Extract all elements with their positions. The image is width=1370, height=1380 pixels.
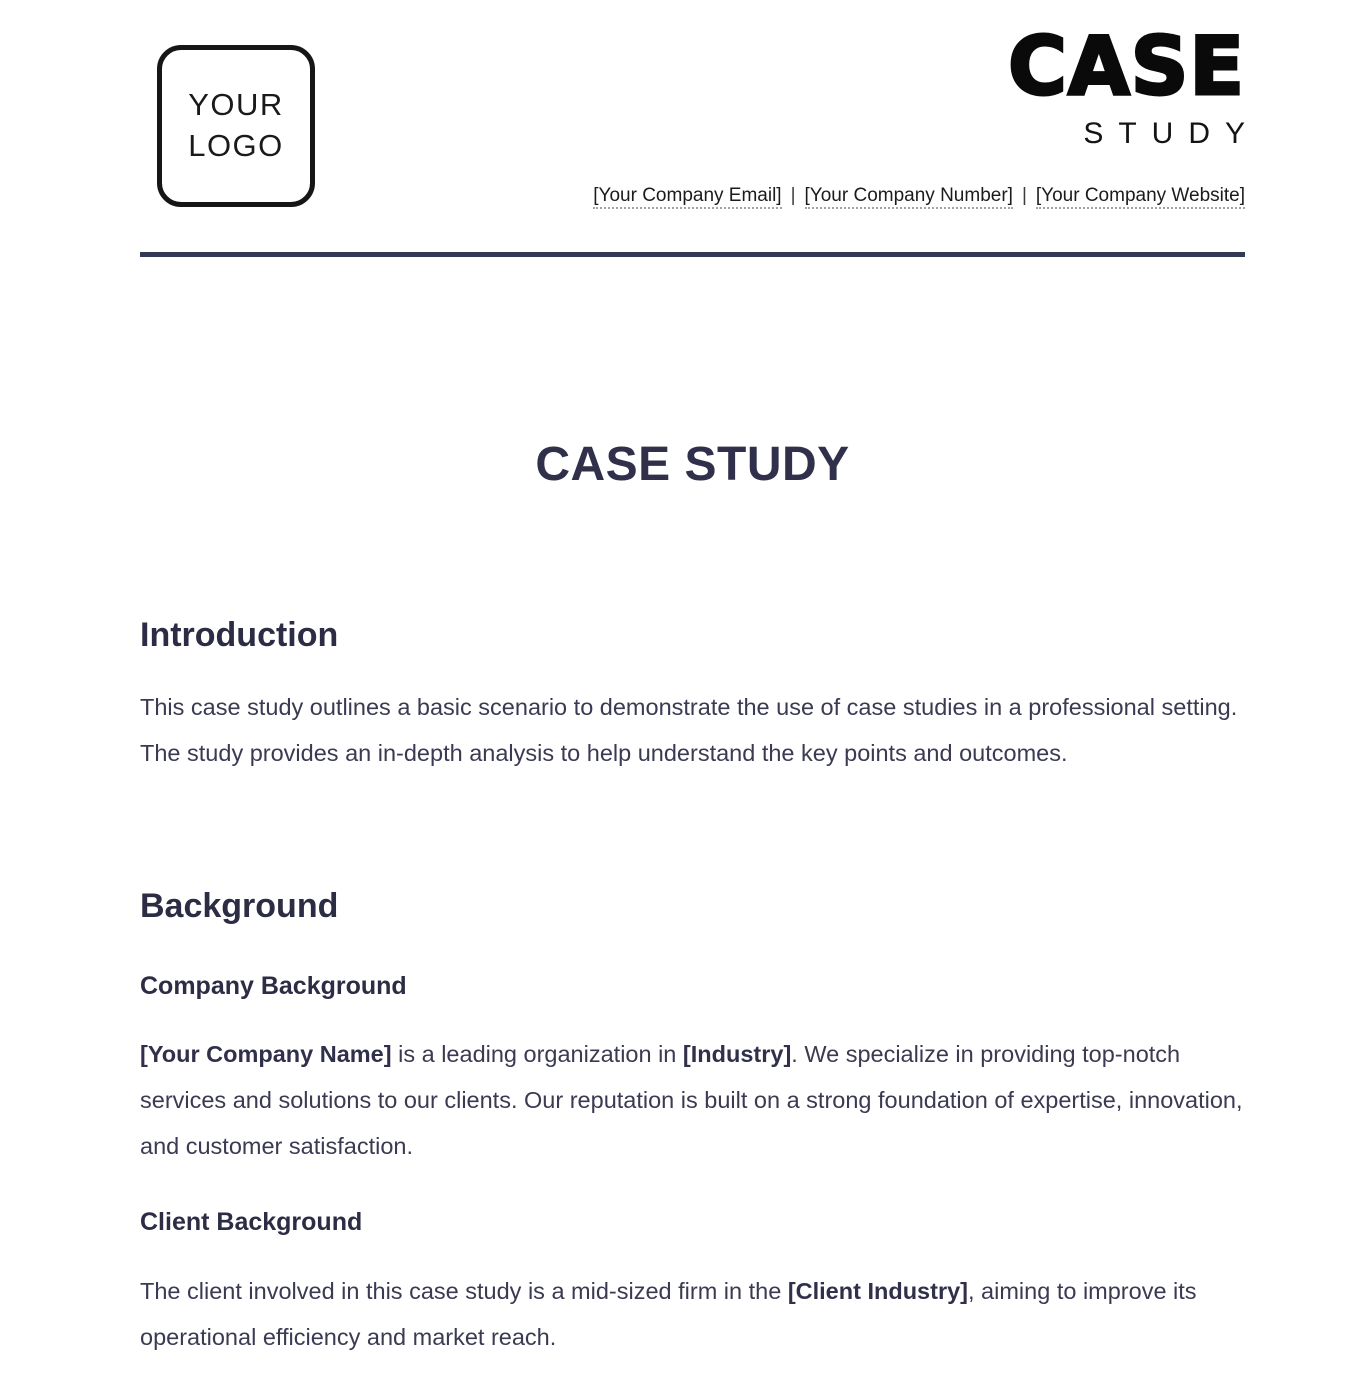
background-heading: Background	[140, 887, 339, 925]
contact-separator: |	[1021, 185, 1027, 206]
introduction-heading: Introduction	[140, 616, 339, 654]
document-content	[140, 257, 1245, 1360]
contact-separator: |	[790, 185, 796, 206]
page-title: CASE STUDY	[535, 438, 850, 491]
brand-title: CASE	[1008, 20, 1245, 113]
client-background-heading: Client Background	[140, 1208, 363, 1236]
client-paragraph-text: , aiming to improve its operational efficiency and market reach.	[140, 1278, 1197, 1350]
logo-text-line1: YOUR	[188, 87, 284, 123]
company-email-link[interactable]: [Your Company Email]	[593, 185, 781, 209]
contact-info	[593, 185, 1245, 207]
company-website-link[interactable]: [Your Company Website]	[1036, 185, 1245, 209]
brand-wordmark	[1008, 20, 1260, 150]
introduction-paragraph: This case study outlines a basic scenario to demonstrate the use of case studies in a professional setting. The study provides an in-depth analysis to help understand the key points and outcomes.	[140, 694, 1238, 766]
company-paragraph-text: . We specialize in providing top-notch services and solutions to our clients. Our reputation is built on a strong foundation of expertise, innovation, and customer satisfaction.	[140, 1041, 1243, 1159]
brand-subtitle: STUDY	[1083, 117, 1260, 150]
client-industry-placeholder: [Client Industry]	[787, 1278, 968, 1304]
company-background-paragraph	[140, 1031, 1245, 1169]
company-paragraph-text: is a leading organization in	[391, 1041, 683, 1067]
industry-placeholder: [Industry]	[682, 1041, 792, 1067]
company-name-placeholder: [Your Company Name]	[140, 1041, 392, 1067]
company-number-link[interactable]: [Your Company Number]	[805, 185, 1013, 209]
logo-text	[188, 85, 284, 167]
client-background-paragraph	[140, 1268, 1245, 1360]
company-background-heading: Company Background	[140, 972, 407, 1000]
company-logo-placeholder	[157, 45, 315, 207]
logo-text-line2: LOGO	[188, 128, 284, 163]
client-paragraph-text: The client involved in this case study is a mid-sized firm in the	[140, 1278, 788, 1304]
